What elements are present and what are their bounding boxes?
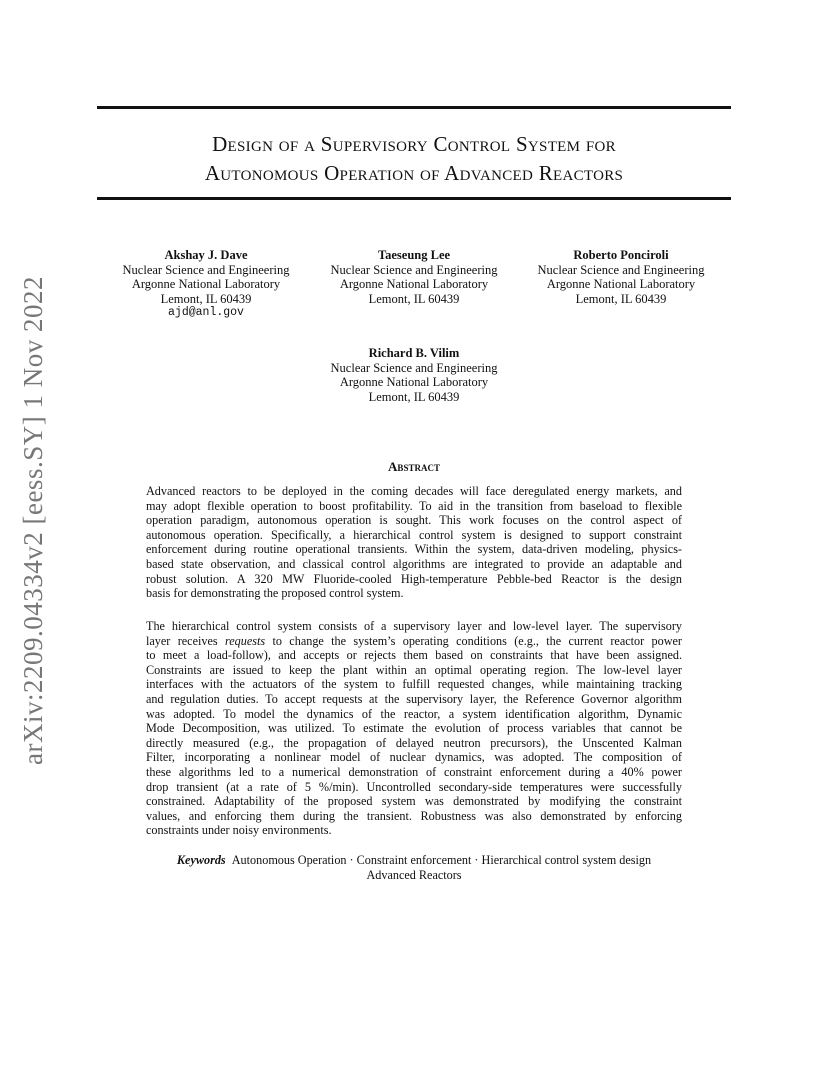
author-name: Akshay J. Dave xyxy=(164,248,248,262)
title-rule-top xyxy=(97,106,731,109)
abstract-line: constrained. Adaptability of the proposed system was demonstrated by modifying the constraint xyxy=(146,794,682,809)
abstract-text: layer receives xyxy=(146,633,225,648)
abstract-paragraph-2 xyxy=(146,619,682,838)
author-city: Lemont, IL 60439 xyxy=(160,291,252,306)
keywords-list: Autonomous Operation · Constraint enforcement · Hierarchical control system design xyxy=(231,853,652,867)
abstract-line: these algorithms led to a numerical demonstration of constraint enforcement during a 40% power xyxy=(146,764,682,779)
author-org: Argonne National Laboratory xyxy=(546,277,696,292)
abstract-line: drop transient (at a rate of 5 %/min). Uncontrolled secondary-side temperatures were successfully xyxy=(146,779,682,794)
author-org: Argonne National Laboratory xyxy=(131,277,281,292)
keywords-line-1 xyxy=(146,853,682,868)
abstract-line: autonomous operation. Specifically, a hierarchical control system is designed to support constraint xyxy=(146,527,682,542)
author-dept: Nuclear Science and Engineering xyxy=(537,262,705,277)
keywords xyxy=(146,853,682,883)
abstract-line: may adopt flexible operation to boost profitability. To aid in the transition from baseload to flexible xyxy=(146,498,682,513)
author-org: Argonne National Laboratory xyxy=(339,375,489,390)
author-name: Taeseung Lee xyxy=(377,248,451,262)
abstract-text: to change the system’s operating conditions (e.g., the current reactor power xyxy=(265,633,682,648)
abstract-line: Mode Decomposition, was utilized. To estimate the evolution of process variables that cannot be xyxy=(146,721,682,736)
abstract-line: constraints under noisy environments. xyxy=(146,823,332,838)
title-line-1: Design of a Supervisory Control System for xyxy=(212,132,616,156)
title-rule-bottom xyxy=(97,197,731,200)
abstract-line: The hierarchical control system consists of a supervisory layer and low-level layer. The supervisory xyxy=(146,619,682,633)
abstract-line: was adopted. To model the dynamics of the reactor, a system identification algorithm, Dynamic xyxy=(146,706,682,721)
abstract-line: interfaces with the actuators of the system to fulfill requested changes, while maintaining tracking xyxy=(146,677,682,692)
author-city: Lemont, IL 60439 xyxy=(368,291,460,306)
abstract-line: enforcement during routine operational transients. Within the system, data-driven modeling, physics- xyxy=(146,542,682,557)
abstract-line: values, and enforcing them during the transient. Robustness was also demonstrated by enforcing xyxy=(146,808,682,823)
abstract-line: basis for demonstrating the proposed control system. xyxy=(146,586,404,601)
arxiv-identifier: arXiv:2209.04334v2 [eess.SY] 1 Nov 2022 xyxy=(18,276,48,765)
author-dept: Nuclear Science and Engineering xyxy=(330,360,498,375)
abstract-line: Advanced reactors to be deployed in the coming decades will face deregulated energy markets, and xyxy=(146,484,682,498)
author-city: Lemont, IL 60439 xyxy=(575,291,667,306)
abstract-line: to meet a load-follow), and accepts or rejects them based on constraints that have been assigned. xyxy=(146,648,682,663)
abstract-line: directly measured (e.g., the propagation of delayed neutron precursors), the Unscented Kalman xyxy=(146,735,682,750)
abstract-line: Constraints are issued to keep the plant within an optimal operating region. The low-level layer xyxy=(146,662,682,677)
author-name: Richard B. Vilim xyxy=(368,346,460,360)
author-name: Roberto Ponciroli xyxy=(573,248,669,262)
paper-title xyxy=(97,130,731,188)
abstract-line xyxy=(146,634,682,649)
abstract-paragraph-1 xyxy=(146,484,682,601)
author-org: Argonne National Laboratory xyxy=(339,277,489,292)
emphasized-term: requests xyxy=(224,633,266,648)
abstract-line: and regulation duties. To accept requests at the supervisory layer, the Reference Governor algorithm xyxy=(146,691,682,706)
abstract-line: based state observation, and classical control algorithms are integrated to provide an adaptable and xyxy=(146,556,682,571)
author-block-2 xyxy=(309,248,519,306)
author-city: Lemont, IL 60439 xyxy=(368,389,460,404)
author-block-3 xyxy=(516,248,726,306)
author-email[interactable]: ajd@anl.gov xyxy=(168,306,244,320)
author-dept: Nuclear Science and Engineering xyxy=(330,262,498,277)
abstract-line: Filter, incorporating a nonlinear model of nuclear dynamics, was adopted. The composition of xyxy=(146,750,682,765)
author-block-4 xyxy=(309,346,519,404)
author-block-1 xyxy=(101,248,311,321)
abstract-line: robust solution. A 320 MW Fluoride-cooled High-temperature Pebble-bed Reactor is the design xyxy=(146,571,682,586)
abstract-line: operation paradigm, autonomous operation is sought. This work focuses on the control aspect of xyxy=(146,513,682,528)
author-dept: Nuclear Science and Engineering xyxy=(122,262,290,277)
abstract-heading: Abstract xyxy=(388,459,440,474)
title-line-2: Autonomous Operation of Advanced Reactors xyxy=(204,161,624,185)
keywords-label: Keywords xyxy=(176,853,226,867)
keywords-line-2: Advanced Reactors xyxy=(366,868,462,882)
